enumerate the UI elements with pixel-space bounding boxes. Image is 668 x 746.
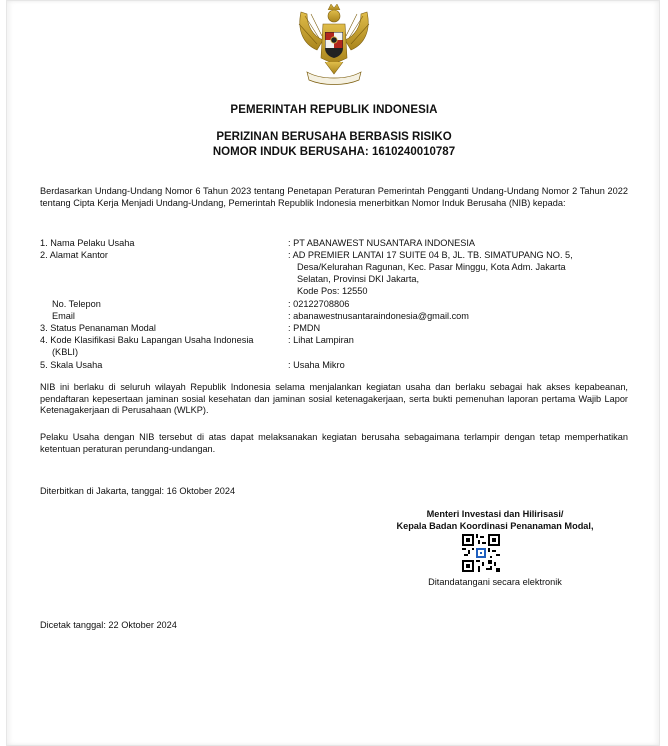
field-value: Desa/Kelurahan Ragunan, Kec. Pasar Minggu, Kota Adm. Jakarta — [297, 262, 566, 272]
field-label: 5. Skala Usaha — [40, 360, 103, 370]
field-label: 1. Nama Pelaku Usaha — [40, 238, 135, 248]
electronic-signature-note: Ditandatangani secara elektronik — [428, 577, 562, 587]
field-label: (KBLI) — [52, 347, 79, 357]
printed-date: Dicetak tanggal: 22 Oktober 2024 — [40, 620, 177, 630]
garuda-emblem-icon — [295, 2, 373, 86]
field-value: : PT ABANAWEST NUSANTARA INDONESIA — [288, 238, 476, 248]
field-value: : Lihat Lampiran — [288, 335, 354, 345]
field-value: : PMDN — [288, 323, 321, 333]
issued-date: Diterbitkan di Jakarta, tanggal: 16 Oktober 2024 — [40, 486, 236, 496]
signatory-title — [360, 508, 630, 532]
permit-type-heading: PERIZINAN BERUSAHA BERBASIS RISIKO — [216, 131, 452, 143]
validity-paragraph: NIB ini berlaku di seluruh wilayah Republik Indonesia selama menjalankan kegiatan usaha dan berlaku sebagai hak akses kepabeanan, pendaftaran kepesertaan jaminan sosial kesehatan dan jaminan sosial ketenagakerjaan, serta bukti pemenuhan laporan pertama Wajib Lapor Ketenagakerjaan di Perusahaan (WLKP). — [40, 382, 628, 416]
signatory-line-2: Kepala Badan Koordinasi Penanaman Modal, — [396, 521, 594, 531]
field-value: : AD PREMIER LANTAI 17 SUITE 04 B, JL. TB. SIMATUPANG NO. 5, — [288, 250, 573, 260]
obligation-paragraph: Pelaku Usaha dengan NIB tersebut di atas dapat melaksanakan kegiatan berusaha sebagaimana terlampir dengan tetap memperhatikan ketentuan peraturan perundang-undangan. — [40, 432, 628, 454]
government-heading: PEMERINTAH REPUBLIK INDONESIA — [230, 104, 438, 116]
field-label: 2. Alamat Kantor — [40, 250, 108, 260]
field-value: Selatan, Provinsi DKI Jakarta, — [297, 274, 420, 284]
signatory-line-1: Menteri Investasi dan Hilirisasi/ — [426, 509, 564, 519]
field-value: Kode Pos: 12550 — [297, 286, 368, 296]
intro-paragraph: Berdasarkan Undang-Undang Nomor 6 Tahun 2023 tentang Penetapan Peraturan Pemerintah Pengganti Undang-Undang Nomor 2 Tahun 2022 tentang Cipta Kerja Menjadi Undang-Undang, Pemerintah Republik Indonesia menerbitkan Nomor Induk Berusaha (NIB) kepada: — [40, 186, 628, 208]
field-label: No. Telepon — [52, 299, 101, 309]
nib-number-heading: NOMOR INDUK BERUSAHA: 1610240010787 — [212, 146, 456, 158]
field-label: 4. Kode Klasifikasi Baku Lapangan Usaha Indonesia — [40, 335, 254, 345]
field-value: : abanawestnusantaraindonesia@gmail.com — [288, 311, 469, 321]
field-value: : Usaha Mikro — [288, 360, 345, 370]
field-value: : 02122708806 — [288, 299, 350, 309]
field-label: Email — [52, 311, 75, 321]
qr-code-icon — [462, 534, 500, 572]
field-label: 3. Status Penanaman Modal — [40, 323, 156, 333]
